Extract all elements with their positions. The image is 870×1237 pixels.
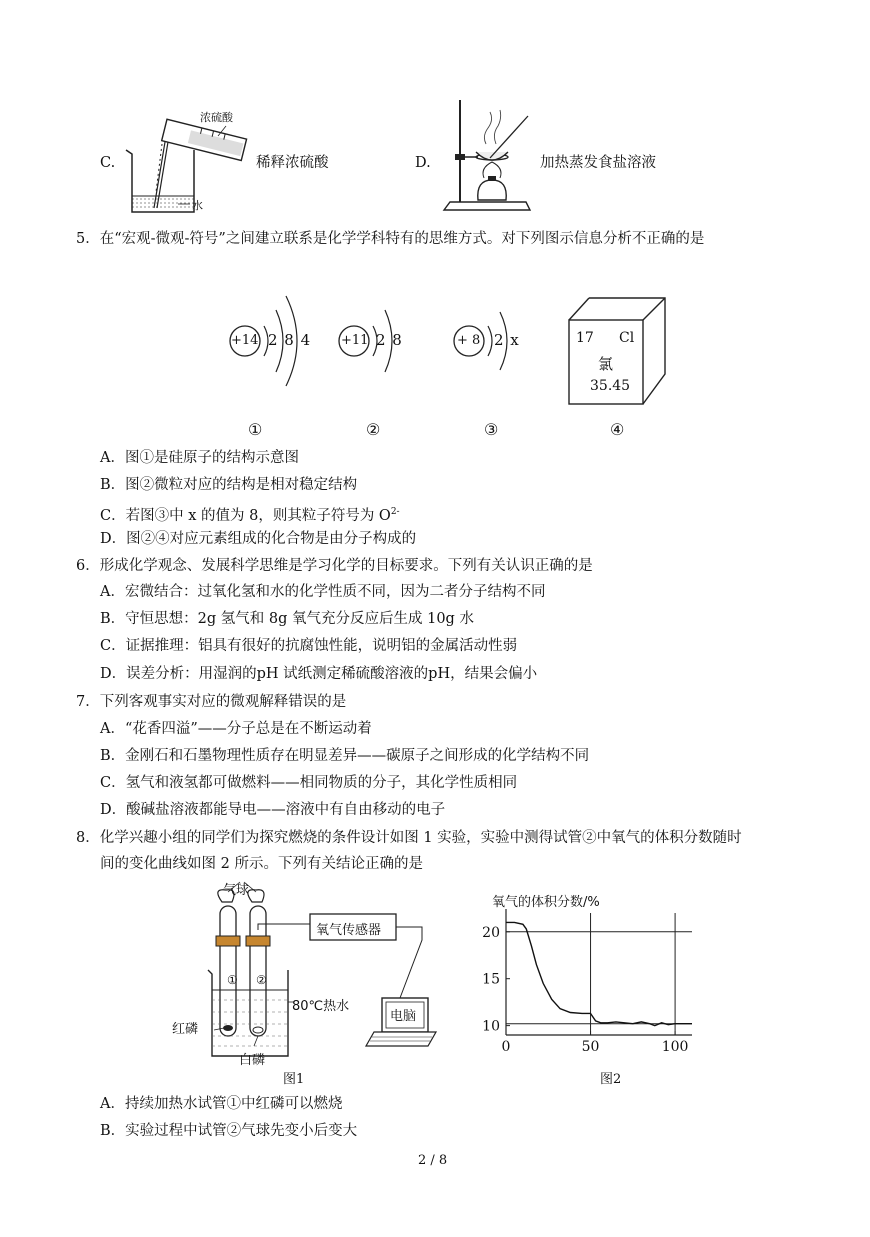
red-phosphorus-label: 红磷 bbox=[172, 1022, 199, 1037]
q4-option-c-letter: C. bbox=[100, 155, 116, 171]
q5-option-c-sup: 2- bbox=[390, 507, 400, 517]
element-number: 17 bbox=[576, 330, 594, 346]
q7-option-a: A．“花香四溢”——分子总是在不断运动着 bbox=[100, 721, 372, 737]
atom2-shells: 2 8 bbox=[376, 331, 402, 349]
diluting-acid-illustration bbox=[118, 104, 258, 220]
q4-option-c-caption: 稀释浓硫酸 bbox=[256, 155, 329, 171]
q8-option-a: A．持续加热水试管①中红磷可以燃烧 bbox=[100, 1096, 343, 1112]
atom2-index: ② bbox=[366, 420, 381, 439]
atom3-index: ③ bbox=[484, 420, 499, 439]
q5-stem: 5．在“宏观-微观-符号”之间建立联系是化学学科特有的思维方式。对下列图示信息分析不正确的是 bbox=[76, 231, 705, 247]
chart-xtick-label-2: 100 bbox=[661, 1039, 689, 1055]
q7-option-d: D．酸碱盐溶液都能导电——溶液中有自由移动的电子 bbox=[100, 802, 446, 818]
q8-option-b: B．实验过程中试管②气球先变小后变大 bbox=[100, 1123, 358, 1139]
oxygen-sensor-label: 氧气传感器 bbox=[316, 923, 382, 938]
page-number: 2 / 8 bbox=[418, 1153, 448, 1168]
tube-2-label: ② bbox=[256, 973, 267, 987]
atom3-shells: 2 x bbox=[494, 331, 519, 349]
element-symbol: Cl bbox=[619, 330, 635, 346]
combustion-experiment-figure bbox=[160, 880, 460, 1060]
atom1-shells: 2 8 4 bbox=[268, 331, 311, 349]
chart-ylabel: 氧气的体积分数/% bbox=[492, 895, 600, 910]
q6-stem: 6．形成化学观念、发展科学思维是学习化学的目标要求。下列有关认识正确的是 bbox=[76, 558, 593, 574]
q6-option-d: D．误差分析：用湿润的pH 试纸测定稀硫酸溶液的pH，结果会偏小 bbox=[100, 666, 538, 682]
chart-xtick-label-0: 0 bbox=[501, 1039, 511, 1055]
computer-label: 电脑 bbox=[390, 1009, 417, 1024]
q5-option-a: A．图①是硅原子的结构示意图 bbox=[100, 450, 299, 466]
hot-water-label: 80℃热水 bbox=[292, 999, 350, 1014]
element-name: 氯 bbox=[598, 355, 614, 373]
q5-option-c-text: C．若图③中 x 的值为 8，则其粒子符号为 O bbox=[100, 507, 391, 524]
chart-ytick-label-2: 20 bbox=[482, 924, 500, 941]
q6-option-b: B．守恒思想：2g 氢气和 8g 氧气充分反应后生成 10g 水 bbox=[100, 611, 474, 627]
atom1-nucleus: +14 bbox=[231, 333, 259, 348]
figure1-caption: 图1 bbox=[283, 1072, 305, 1087]
chart-ytick-label-1: 15 bbox=[482, 971, 500, 988]
element-index: ④ bbox=[610, 420, 625, 439]
evaporating-dish-illustration bbox=[440, 96, 532, 218]
q8-stem-line1: 8．化学兴趣小组的同学们为探究燃烧的条件设计如图 1 实验，实验中测得试管②中氧气的体积分数随时 bbox=[76, 830, 742, 846]
chart-ytick-label-0: 10 bbox=[482, 1018, 500, 1035]
balloon-label: 气球 bbox=[223, 883, 250, 898]
q6-option-c: C．证据推理：铝具有很好的抗腐蚀性能，说明铝的金属活动性弱 bbox=[100, 638, 518, 654]
atom1-index: ① bbox=[248, 420, 263, 439]
q4-option-d-caption: 加热蒸发食盐溶液 bbox=[540, 155, 656, 171]
concentrated-acid-label: 浓硫酸 bbox=[200, 111, 233, 124]
q8-stem-line2: 间的变化曲线如图 2 所示。下列有关结论正确的是 bbox=[100, 856, 423, 872]
chart-series-line-0 bbox=[506, 922, 692, 1025]
q6-option-a: A．宏微结合：过氧化氢和水的化学性质不同，因为二者分子结构不同 bbox=[100, 584, 546, 600]
q4-option-d-letter: D. bbox=[415, 155, 431, 171]
figure2-caption: 图2 bbox=[600, 1072, 622, 1087]
q7-option-c: C．氢气和液氢都可做燃料——相同物质的分子，其化学性质相同 bbox=[100, 775, 518, 791]
atom2-nucleus: +11 bbox=[341, 333, 369, 348]
white-phosphorus-label: 白磷 bbox=[239, 1053, 266, 1068]
q5-option-b: B．图②微粒对应的结构是相对稳定结构 bbox=[100, 477, 358, 493]
q5-option-d: D．图②④对应元素组成的化合物是由分子构成的 bbox=[100, 531, 417, 547]
atom3-nucleus: + 8 bbox=[457, 333, 481, 348]
q5-option-c bbox=[100, 502, 400, 526]
water-label: 水 bbox=[192, 199, 203, 212]
q7-stem: 7．下列客观事实对应的微观解释错误的是 bbox=[76, 694, 347, 710]
element-mass: 35.45 bbox=[590, 378, 631, 394]
oxygen-fraction-chart bbox=[470, 905, 710, 1065]
q7-option-b: B．金刚石和石墨物理性质存在明显差异——碳原子之间形成的化学结构不同 bbox=[100, 748, 590, 764]
tube-1-label: ① bbox=[227, 973, 238, 987]
chart-xtick-label-1: 50 bbox=[581, 1039, 600, 1055]
